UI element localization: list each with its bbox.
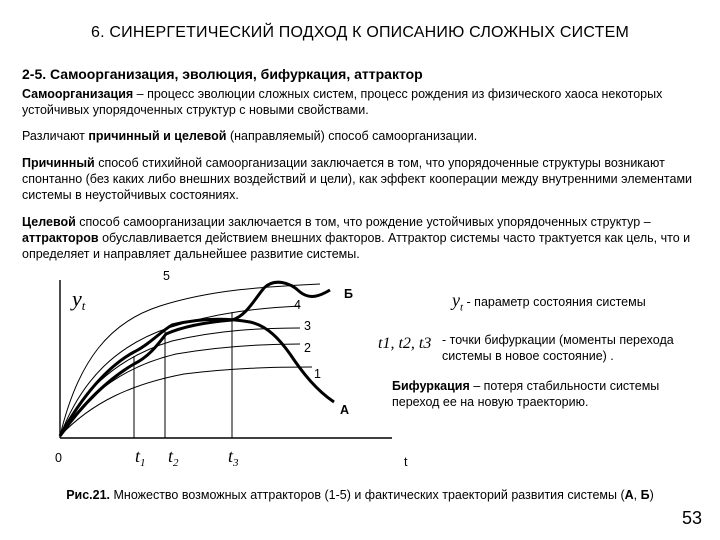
figure-caption: Рис.21. Множество возможных аттракторов (1-5) и фактических траекторий развития системы (А, Б) — [66, 488, 654, 502]
trajectory-b — [60, 282, 330, 436]
paragraph-causal — [22, 155, 698, 203]
trajectory-label-b: Б — [344, 287, 353, 301]
term-causal: Причинный — [22, 156, 95, 170]
yt-symbol: $y_t$ — [452, 290, 464, 314]
curve-label-2: 2 — [304, 341, 311, 355]
term-attractors: аттракторов — [22, 231, 99, 245]
curve-label-1: 1 — [314, 367, 321, 381]
methods-after: (направляемый) способ самоорганизации. — [226, 129, 478, 143]
trajectory-a — [60, 319, 334, 436]
definition-bifurcation: – потеря стабильности системы переход ее на новую траекторию. — [392, 379, 660, 409]
yt-description: - параметр состояния системы — [463, 295, 646, 309]
trajectory-label-a: А — [340, 403, 350, 417]
note-bifurcation-points: - точки бифуркации (моменты перехода системы в новое состояние) . — [442, 333, 674, 363]
page-number: 53 — [682, 508, 703, 528]
attractor-curve-1 — [60, 367, 312, 436]
section-subtitle: 2-5. Самоорганизация, эволюция, бифуркация, аттрактор — [22, 66, 423, 82]
attractor-diagram — [0, 268, 408, 473]
y-axis-label: yt — [72, 286, 86, 313]
definition-self-organization: – процесс эволюции сложных систем, процесс рождения из физического хаоса некоторых устойчивых упорядоченных структур с новыми свойствами. — [22, 87, 663, 117]
x-axis-label: t — [404, 455, 408, 469]
paragraph-target — [22, 214, 698, 262]
paragraph-methods — [22, 128, 698, 144]
curve-label-4: 4 — [294, 298, 301, 312]
t-symbols: t1, t2, t3 — [378, 335, 432, 352]
attractor-curve-2 — [60, 344, 300, 436]
definition-target: обуславливается действием внешних факторов. Аттрактор системы часто трактуется как цель, что и определяет и направляет дальнейшее развитие системы. — [22, 231, 691, 261]
definition-causal: способ стихийной самоорганизации заключается в том, что упорядоченные структуры возникают спонтанно (без каких либо внешних воздействий и цели), как эффект кооперации между внутренними элементами системы в неустойчивых состояниях. — [22, 156, 693, 202]
tick-label-t3: $t_3$ — [228, 446, 239, 469]
curve-label-3: 3 — [304, 319, 311, 333]
term-target: Целевой — [22, 215, 76, 229]
note-state-parameter — [452, 292, 646, 316]
target-mid: способ самоорганизации заключается в том, что рождение устойчивых упорядоченных структур – — [75, 215, 651, 229]
note-bifurcation-definition — [392, 378, 702, 410]
attractor-curve-4 — [60, 306, 300, 436]
term-self-organization: Самоорганизация — [22, 87, 134, 101]
tick-label-t1: $t_1$ — [135, 446, 146, 469]
methods-bold: причинный и целевой — [88, 129, 227, 143]
slide-title: 6. СИНЕРГЕТИЧЕСКИЙ ПОДХОД К ОПИСАНИЮ СЛОЖНЫХ СИСТЕМ — [91, 24, 629, 41]
curve-label-5: 5 — [163, 269, 170, 283]
methods-before: Различают — [22, 129, 89, 143]
origin-label: 0 — [55, 451, 62, 465]
term-bifurcation: Бифуркация — [392, 379, 470, 393]
tick-label-t2: $t_2$ — [168, 446, 179, 469]
paragraph-self-organization — [22, 86, 698, 118]
